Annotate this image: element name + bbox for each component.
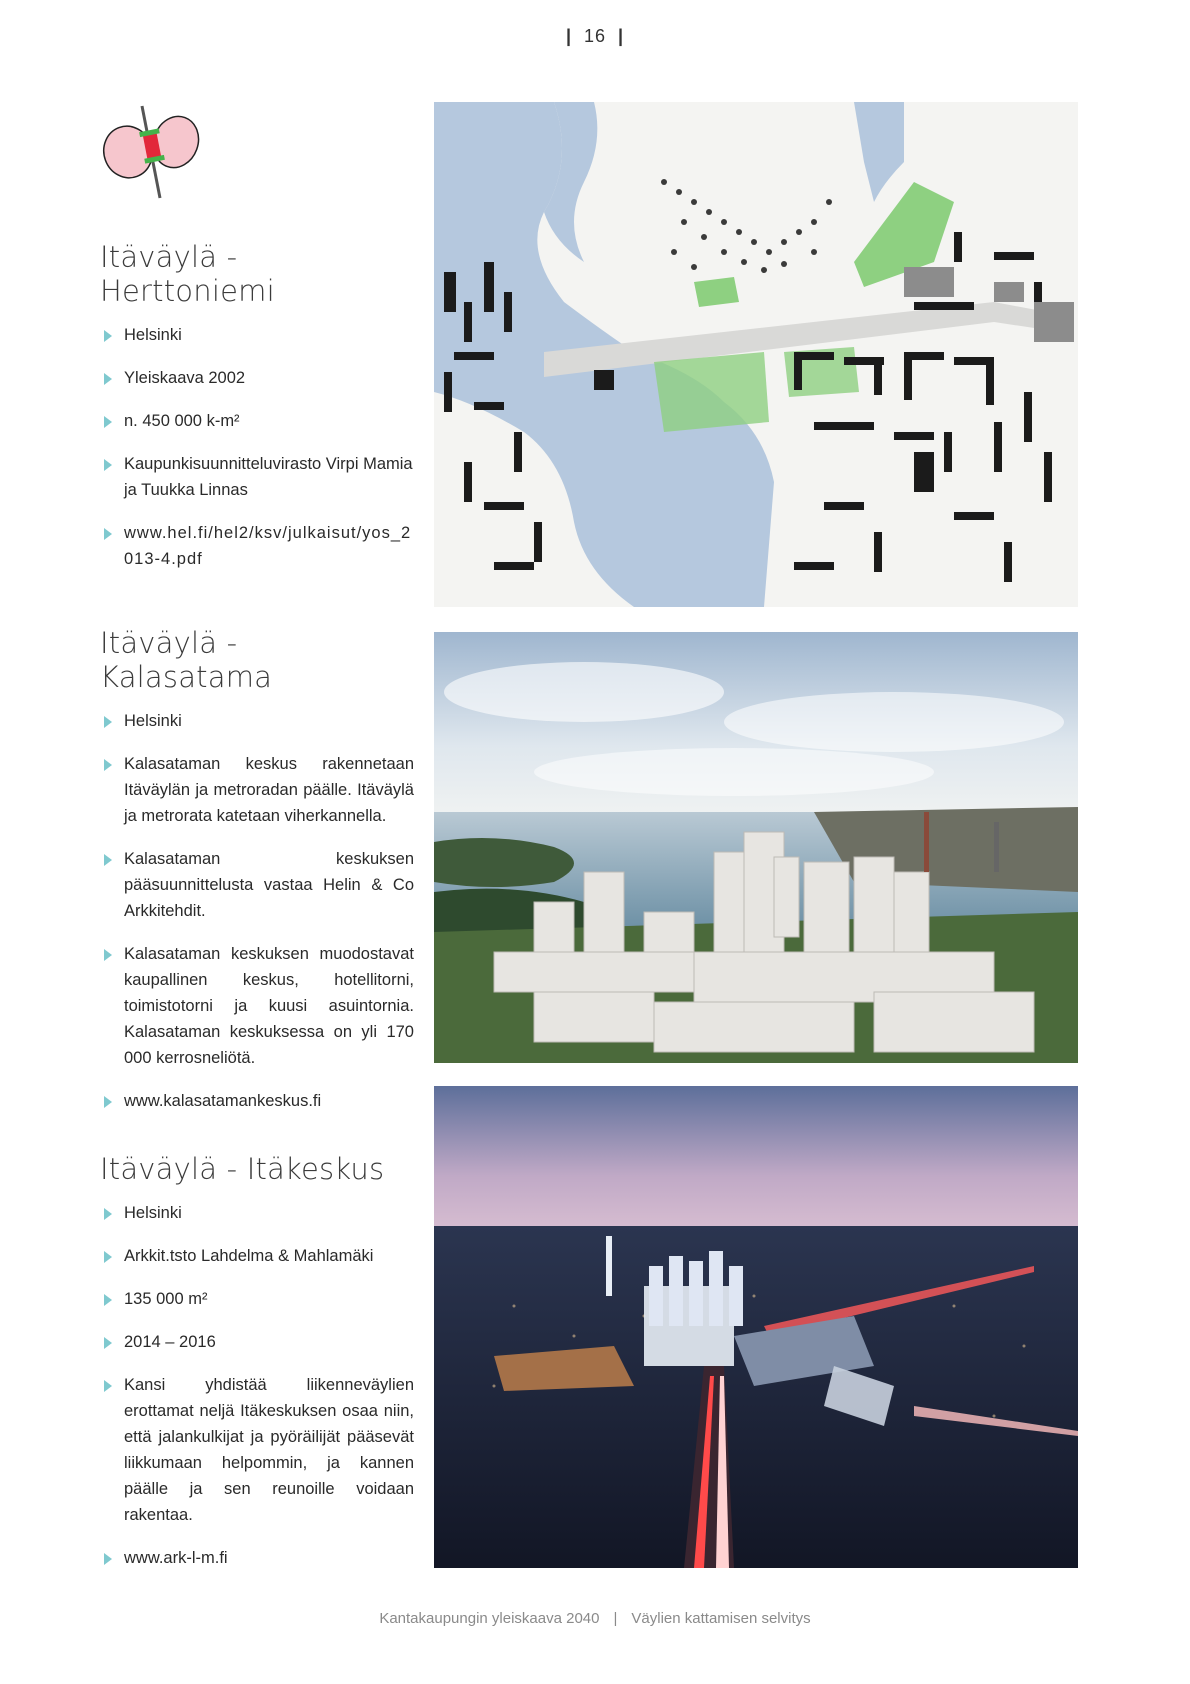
section-herttoniemi (100, 240, 414, 589)
list-item: Kalasataman keskus rakennetaan Itäväylän ja metroradan päälle. Itäväylä ja metrorata katetaan viherkannella. (100, 751, 414, 829)
bullet-arrow-icon (104, 1380, 112, 1392)
section-title: Itäväylä - Kalasatama (100, 626, 273, 694)
itakeskus-night-render (434, 1086, 1078, 1568)
page-number-value: 16 (583, 26, 607, 46)
bullet-arrow-icon (104, 716, 112, 728)
bullet-arrow-icon (104, 1096, 112, 1108)
list-item: Kalasataman keskuksen pääsuunnittelusta vastaa Helin & Co Arkkitehdit. (100, 846, 414, 924)
bullet-arrow-icon (104, 1208, 112, 1220)
list-item: 2014 – 2016 (100, 1329, 414, 1355)
bullet-arrow-icon (104, 373, 112, 385)
list-item: Helsinki (100, 708, 414, 734)
list-item: 135 000 m² (100, 1286, 414, 1312)
footer-document-title: Kantakaupungin yleiskaava 2040 (379, 1610, 600, 1627)
list-item-link[interactable]: www.kalasatamankeskus.fi (100, 1088, 414, 1114)
bullet-arrow-icon (104, 330, 112, 342)
footer-separator: | (613, 1610, 618, 1627)
list-item: Kalasataman keskuksen muodostavat kaupallinen keskus, hotellitorni, toimistotorni ja kuusi asuintornia. Kalasataman keskuksessa on yli 170 000 kerrosneliötä. (100, 941, 414, 1071)
bullet-arrow-icon (104, 949, 112, 961)
covered-road-logo-icon (100, 104, 220, 204)
list-item: Arkkit.tsto Lahdelma & Mahlamäki (100, 1243, 414, 1269)
section-title: Itäväylä - Herttoniemi (100, 240, 275, 308)
bullet-arrow-icon (104, 1553, 112, 1565)
footer-section-title: Väylien kattamisen selvitys (631, 1610, 811, 1627)
bullet-arrow-icon (104, 416, 112, 428)
page-number: | 16 | (565, 26, 625, 46)
footer (0, 1610, 1190, 1627)
list-item-link[interactable]: www.hel.fi/hel2/ksv/julkaisut/yos_2013-4.pdf (100, 520, 414, 572)
bullet-arrow-icon (104, 854, 112, 866)
list-item: Kaupunkisuunnitteluvirasto Virpi Mamia ja Tuukka Linnas (100, 451, 414, 503)
bullet-arrow-icon (104, 1294, 112, 1306)
list-item: Helsinki (100, 322, 414, 348)
list-item-link[interactable]: www.ark-l-m.fi (100, 1545, 414, 1571)
herttoniemi-plan-map (434, 102, 1078, 607)
list-item: Kansi yhdistää liikenneväylien erottamat neljä Itäkeskuksen osaa niin, että jalankulkijat ja pyöräilijät pääsevät liikkumaan helpommin, ja kannen päälle ja sen reunoille voidaan rakentaa. (100, 1372, 414, 1528)
bullet-arrow-icon (104, 1251, 112, 1263)
section-kalasatama (100, 626, 414, 1131)
section-title: Itäväylä - Itäkeskus (100, 1152, 385, 1186)
bullet-arrow-icon (104, 528, 112, 540)
list-item: n. 450 000 k-m² (100, 408, 414, 434)
kalasatama-aerial-render (434, 632, 1078, 1063)
list-item: Yleiskaava 2002 (100, 365, 414, 391)
section-itakeskus (100, 1152, 414, 1588)
bullet-arrow-icon (104, 459, 112, 471)
list-item: Helsinki (100, 1200, 414, 1226)
bullet-arrow-icon (104, 1337, 112, 1349)
bullet-arrow-icon (104, 759, 112, 771)
